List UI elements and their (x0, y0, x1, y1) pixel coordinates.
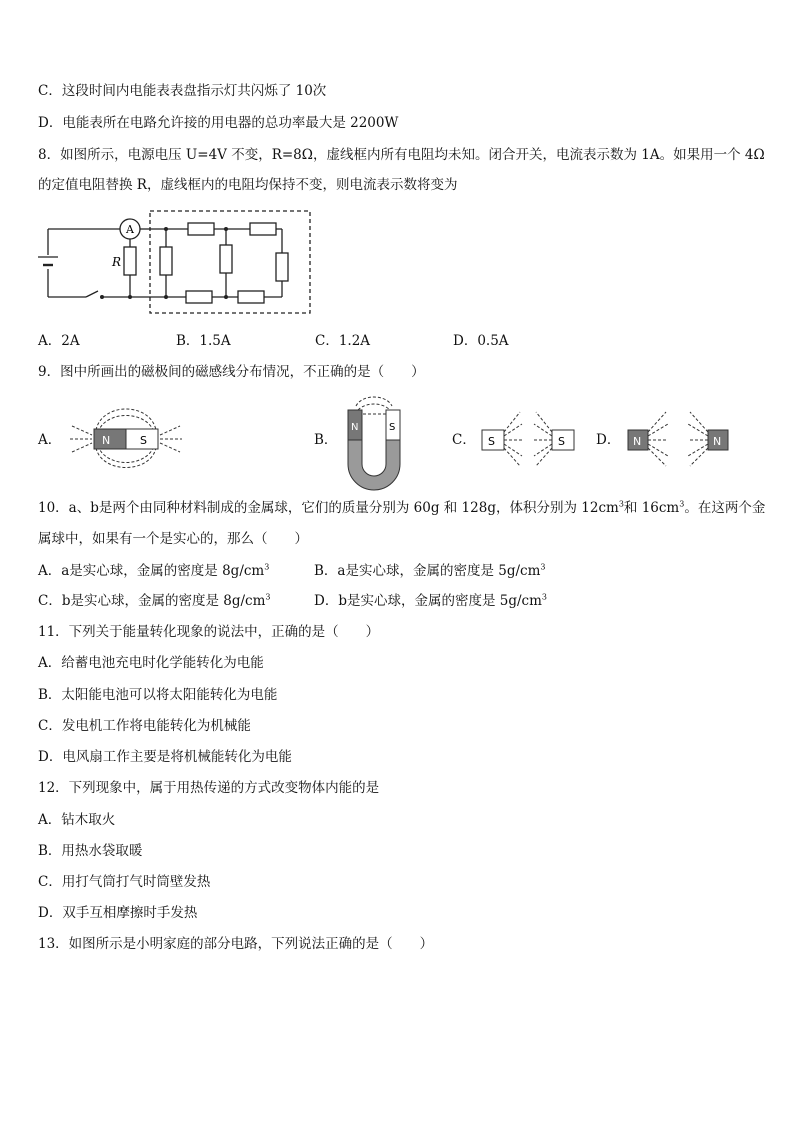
ammeter-label: A (126, 223, 134, 236)
q9-label-d: D． (596, 432, 621, 448)
q11-option-a: A．给蓄电池充电时化学能转化为电能 (38, 655, 264, 671)
q12-option-b: B．用热水袋取暖 (38, 843, 143, 859)
q11-option-b: B．太阳能电池可以将太阳能转化为电能 (38, 687, 278, 703)
q12-stem: 12．下列现象中，属于用热传递的方式改变物体内能的是 (38, 780, 380, 796)
q9-figure-a-bar-magnet (66, 402, 186, 474)
q12-option-c: C．用打气筒打气时筒壁发热 (38, 874, 211, 890)
q8-stem-line1: 8．如图所示，电源电压 U=4V 不变，R=8Ω，虚线框内所有电阻均未知。闭合开关，电流表示数为 1A。如果用一个 4Ω (38, 147, 765, 163)
pole-n-label: N (713, 435, 722, 448)
q9-label-a: A． (38, 432, 62, 448)
q13-stem: 13．如图所示是小明家庭的部分电路，下列说法正确的是（ ） (38, 936, 434, 952)
resistor-label: R (112, 255, 122, 269)
q8-option-c: C．1.2A (315, 333, 371, 349)
q9-figure-c-two-south-poles (478, 408, 578, 468)
q10-stem-line1: 10．a、b是两个由同种材料制成的金属球，它们的质量分别为 60g 和 128g，体积分别为 $12cm^3$和 $16cm^3$。在这两个金 (38, 499, 766, 516)
pole-s-label: S (140, 434, 147, 447)
q7-option-c: C．这段时间内电能表表盘指示灯共闪烁了 10次 (38, 83, 327, 99)
pole-s-label: S (389, 422, 396, 433)
q9-label-c: C． (452, 432, 476, 448)
q9-label-b: B． (314, 432, 338, 448)
pole-s-label: S (558, 435, 565, 448)
q12-option-a: A．钻木取火 (38, 812, 116, 828)
q11-option-d: D．电风扇工作主要是将机械能转化为电能 (38, 749, 292, 765)
q8-circuit-figure (40, 205, 320, 317)
q9-figure-d-two-north-poles (624, 408, 734, 468)
q8-option-a: A．2A (38, 333, 80, 349)
q10-option-c: C．b是实心球，金属的密度是 $8g/cm^3$ (38, 592, 271, 609)
q12-option-d: D．双手互相摩擦时手发热 (38, 905, 198, 921)
q7-option-d: D．电能表所在电路允许接的用电器的总功率最大是 2200W (38, 115, 399, 131)
pole-n-label: N (633, 435, 642, 448)
pole-n-label: N (351, 422, 359, 433)
q10-option-d: D．b是实心球，金属的密度是 $5g/cm^3$ (314, 592, 547, 609)
q10-option-b: B．a是实心球，金属的密度是 $5g/cm^3$ (314, 562, 546, 579)
q11-option-c: C．发电机工作将电能转化为机械能 (38, 718, 251, 734)
q8-stem-line2: 的定值电阻替换 R，虚线框内的电阻均保持不变，则电流表示数将变为 (38, 177, 458, 193)
pole-s-label: S (488, 435, 495, 448)
q9-figure-b-horseshoe-magnet (340, 394, 410, 494)
q8-option-b: B．1.5A (176, 333, 231, 349)
q10-stem-line2: 属球中，如果有一个是实心的，那么（ ） (38, 531, 308, 547)
q9-stem: 9．图中所画出的磁极间的磁感线分布情况，不正确的是（ ） (38, 364, 425, 380)
pole-n-label: N (102, 434, 111, 447)
q8-option-d: D．0.5A (453, 333, 509, 349)
q11-stem: 11．下列关于能量转化现象的说法中，正确的是（ ） (38, 624, 380, 640)
q10-option-a: A．a是实心球，金属的密度是 $8g/cm^3$ (38, 562, 270, 579)
